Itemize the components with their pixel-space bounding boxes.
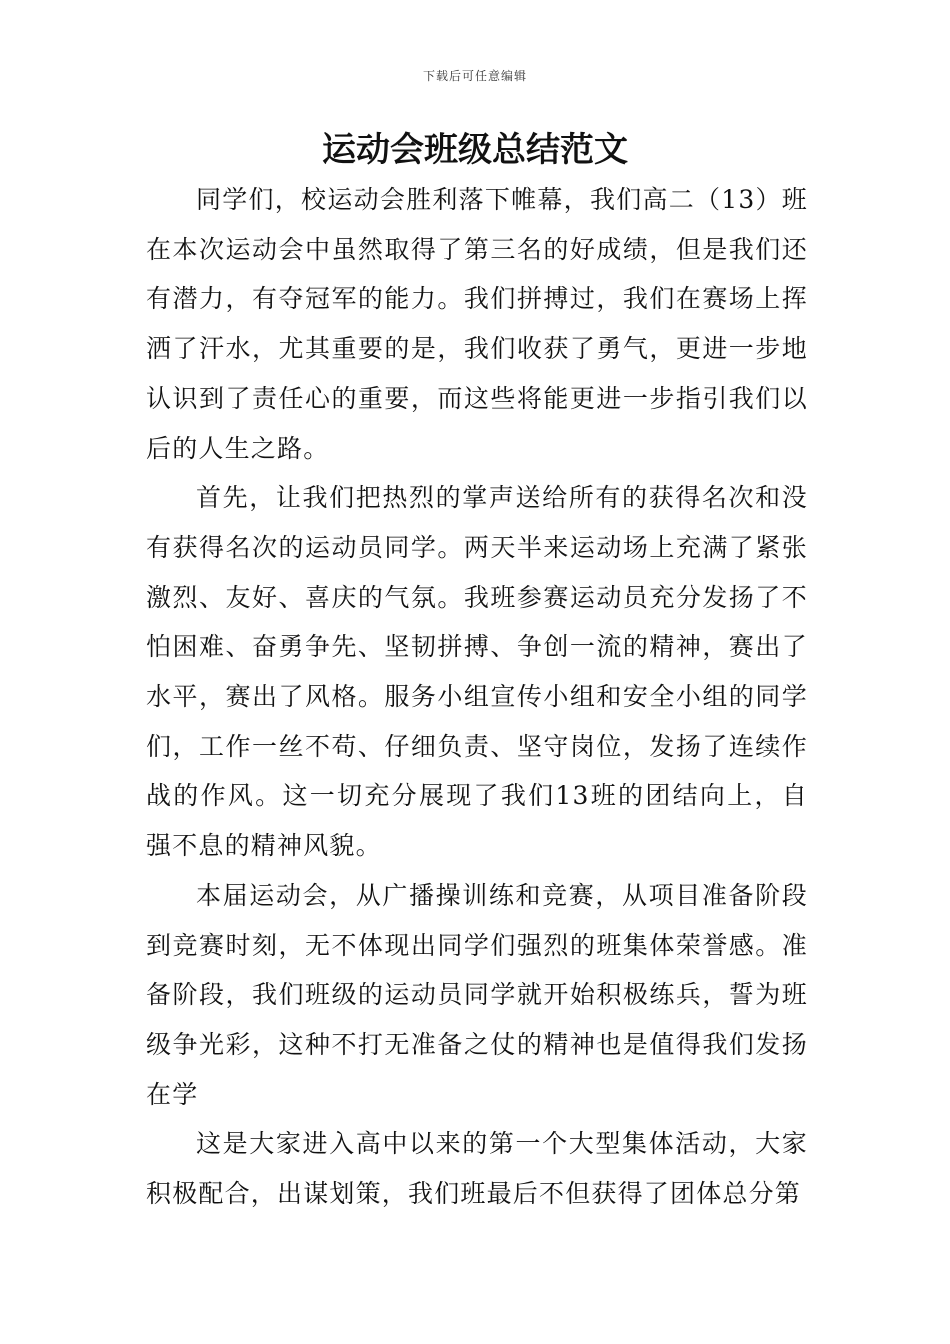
paragraph-1: 同学们，校运动会胜利落下帷幕，我们高二（13）班在本次运动会中虽然取得了第三名的好成绩，但是我们还有潜力，有夺冠军的能力。我们拼搏过，我们在赛场上挥洒了汗水，尤其重要的是，我们收获了勇气，更进一步地认识到了责任心的重要，而这些将能更进一步指引我们以后的人生之路。 (146, 185, 808, 463)
document-title: 运动会班级总结范文 (322, 130, 628, 170)
header-note: 下载后可任意编辑 (422, 69, 527, 83)
paragraph-3: 本届运动会，从广播操训练和竞赛，从项目准备阶段到竞赛时刻，无不体现出同学们强烈的班集体荣誉感。准备阶段，我们班级的运动员同学就开始积极练兵，誓为班级争光彩，这种不打无准备之仗的精神也是值得我们发扬在学 (146, 880, 808, 1109)
paragraph-4: 这是大家进入高中以来的第一个大型集体活动，大家积极配合，出谋划策，我们班最后不但获得了团体总分第 (146, 1129, 808, 1209)
paragraph-2: 首先，让我们把热烈的掌声送给所有的获得名次和没有获得名次的运动员同学。两天半来运动场上充满了紧张激烈、友好、喜庆的气氛。我班参赛运动员充分发扬了不怕困难、奋勇争先、坚韧拼搏、争创一流的精神，赛出了水平，赛出了风格。服务小组宣传小组和安全小组的同学们，工作一丝不苟、仔细负责、坚守岗位，发扬了连续作战的作风。这一切充分展现了我们13班的团结向上，自强不息的精神风貌。 (146, 483, 808, 861)
document-body (146, 175, 808, 1219)
